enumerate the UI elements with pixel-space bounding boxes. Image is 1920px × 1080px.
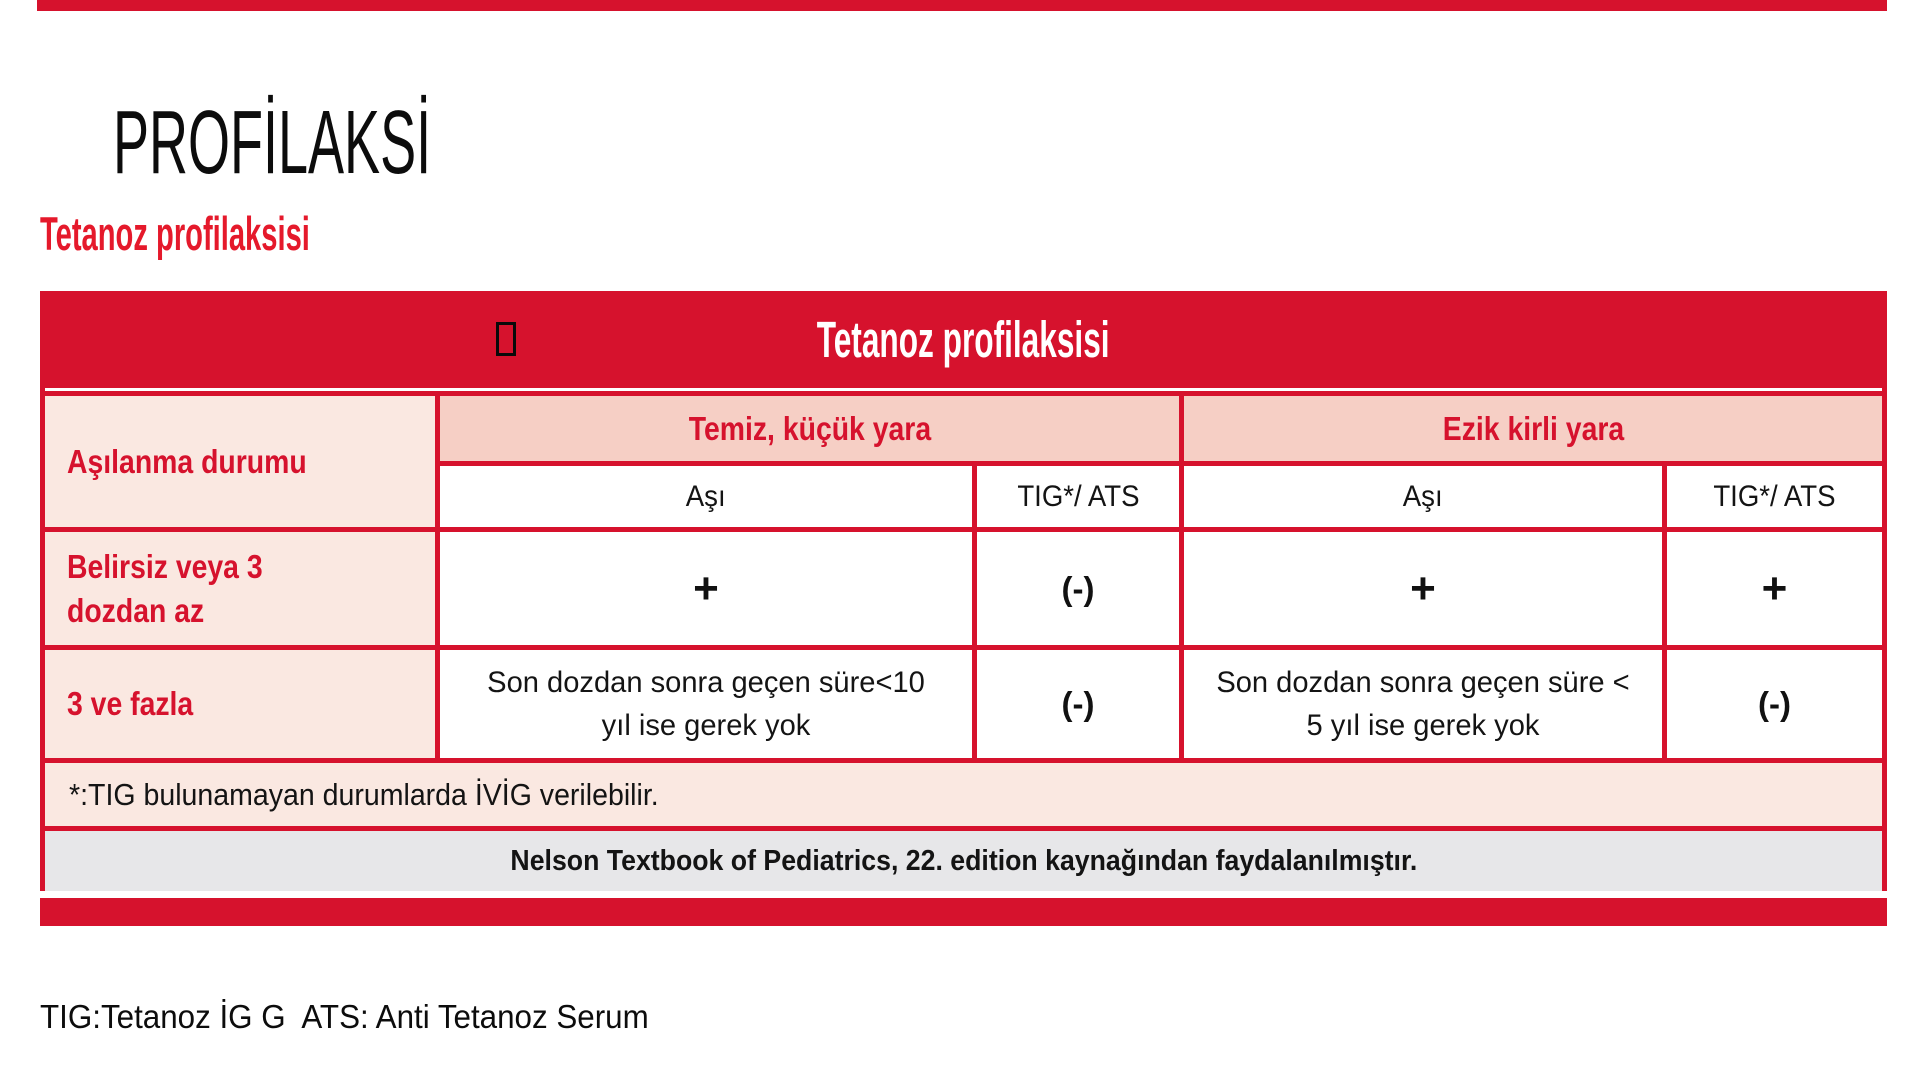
- section-heading: Tetanoz profilaksisi: [40, 207, 310, 260]
- row-label-three-or-more: 3 ve fazla: [45, 650, 435, 758]
- table-cell: Son dozdan sonra geçen süre<10 yıl ise gerek yok: [440, 650, 972, 758]
- row-header-label: Aşılanma durumu: [67, 442, 307, 480]
- row-header-cell: [45, 396, 435, 527]
- subheader-clean-tig-ats: TIG*/ ATS: [977, 466, 1179, 527]
- subheader-dirty-tig-ats: TIG*/ ATS: [1667, 466, 1882, 527]
- table-cell: Son dozdan sonra geçen süre < 5 yıl ise gerek yok: [1184, 650, 1662, 758]
- table-source-row: Nelson Textbook of Pediatrics, 22. edition kaynağından faydalanılmıştır.: [45, 831, 1882, 891]
- table-cell: +: [1667, 532, 1882, 645]
- group-header-dirty-wound: Ezik kirli yara: [1184, 396, 1882, 461]
- table-cell: (-): [977, 650, 1179, 758]
- abbreviation-note: TIG:Tetanoz İG G ATS: Anti Tetanoz Serum: [40, 998, 649, 1035]
- tetanus-prophylaxis-table: [40, 291, 1887, 891]
- subheader-dirty-vaccine: Aşı: [1184, 466, 1662, 527]
- table-cell: (-): [977, 532, 1179, 645]
- subheader-clean-vaccine: Aşı: [440, 466, 972, 527]
- group-header-clean-wound: Temiz, küçük yara: [440, 396, 1179, 461]
- missing-glyph-box-icon: [496, 322, 516, 356]
- table-bottom-accent-bar: [40, 898, 1887, 926]
- table-caption: Tetanoz profilaksisi: [817, 311, 1110, 368]
- top-accent-bar: [37, 0, 1887, 11]
- table-cell: +: [440, 532, 972, 645]
- table-cell: +: [1184, 532, 1662, 645]
- table-caption-cell: [45, 291, 1882, 391]
- slide-title: PROFİLAKSİ: [113, 93, 432, 193]
- table-footnote-row: *:TIG bulunamayan durumlarda İVİG verilebilir.: [45, 763, 1882, 826]
- row-label-uncertain-doses: Belirsiz veya 3 dozdan az: [45, 532, 435, 645]
- table-cell: (-): [1667, 650, 1882, 758]
